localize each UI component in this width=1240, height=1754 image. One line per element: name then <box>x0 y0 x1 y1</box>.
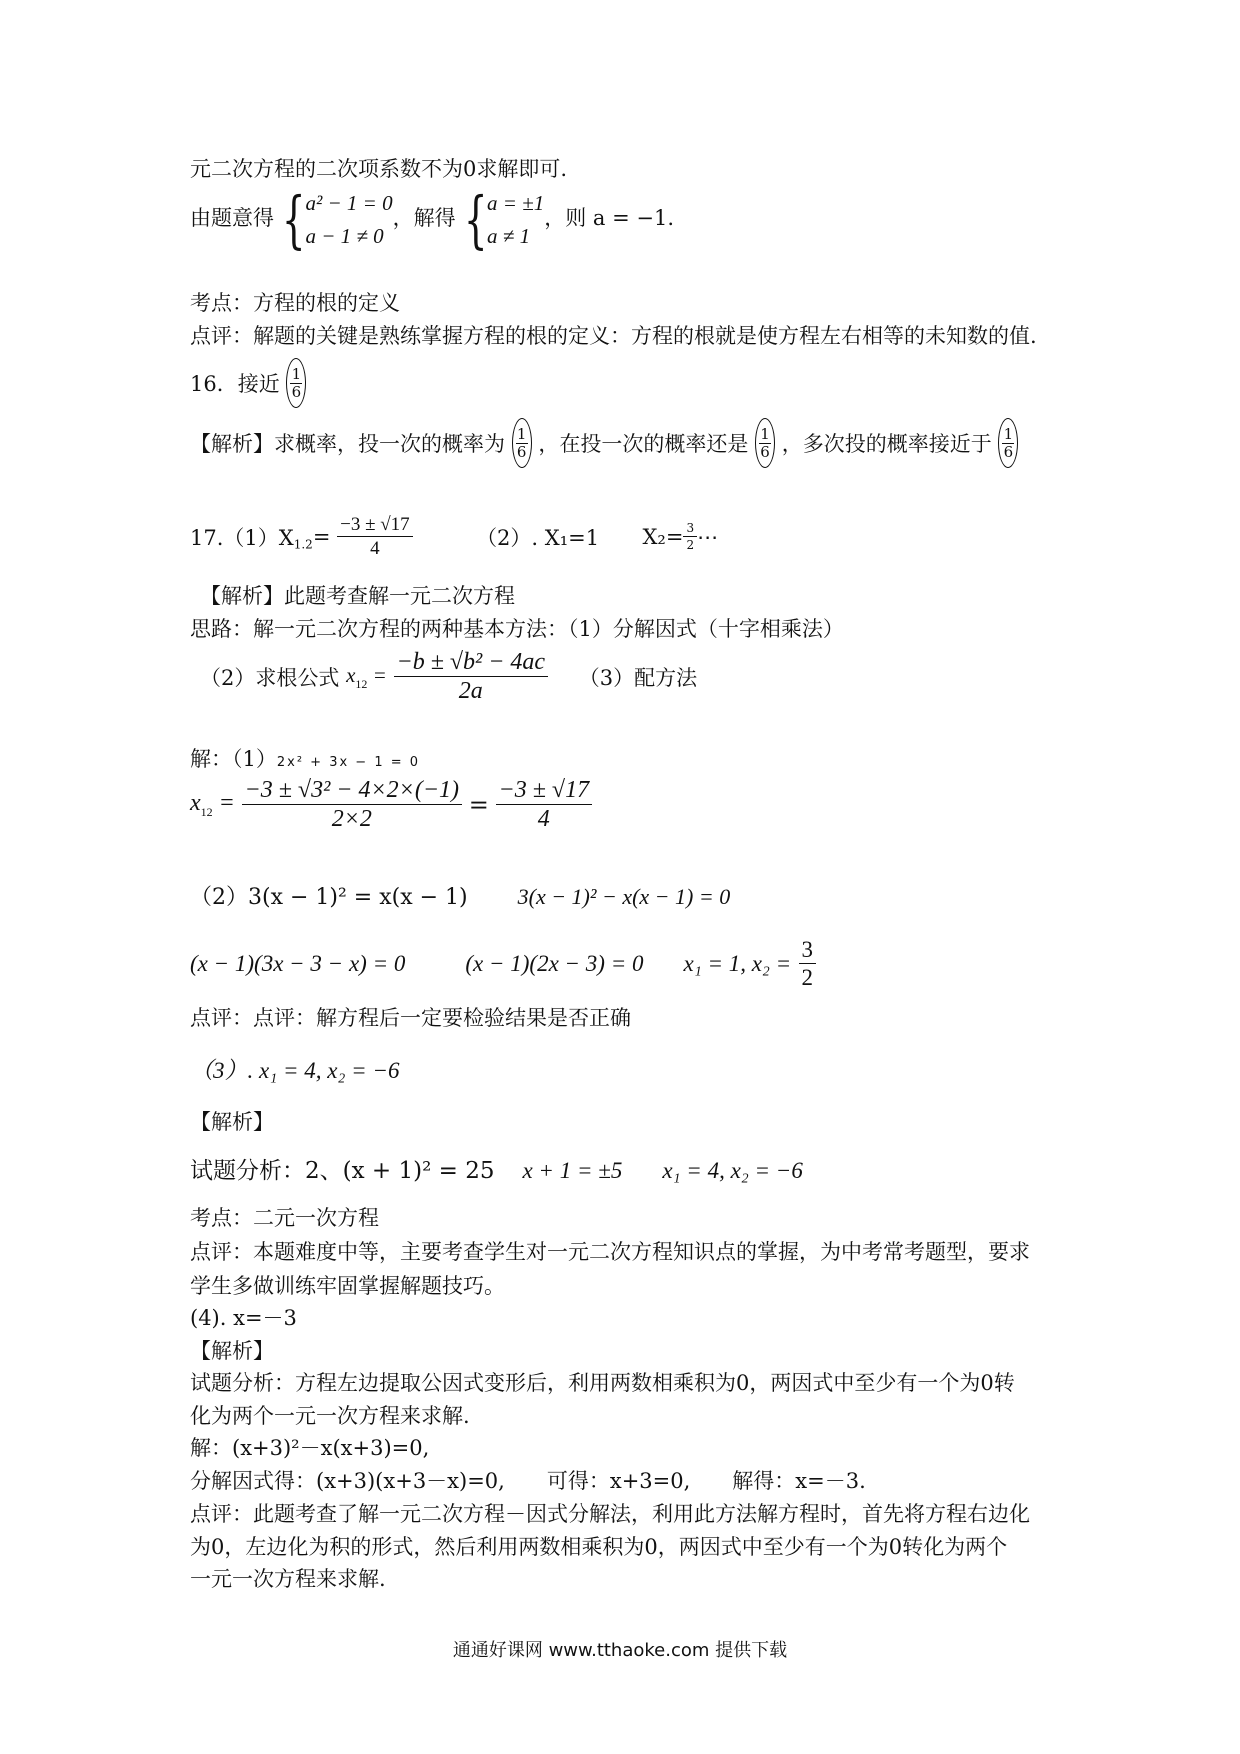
equation-system-2: a = ±1 a ≠ 1 <box>487 191 545 248</box>
text-line: 元二次方程的二次项系数不为0求解即可. <box>190 157 568 181</box>
text-line: 考点：二元一次方程 <box>190 1206 379 1230</box>
text-line: 考点：方程的根的定义 <box>190 291 400 315</box>
text-line: 学生多做训练牢固掌握解题技巧。 <box>190 1274 505 1298</box>
fraction: $\frac{\text{−3 ± √3² − 4×2×(−1)}}{2\times 2}$ <box>242 778 463 832</box>
quadratic-formula-line: （2）求根公式 $x_{12}$ = $\frac{\text{−b ± √b² − 4ac}}{2a}$ （3）配方法 <box>200 649 698 705</box>
text-line: 点评：解题的关键是熟练掌握方程的根的定义：方程的根就是使方程左右相等的未知数的值. <box>190 324 1037 348</box>
text-line: 一元一次方程来求解. <box>190 1567 386 1591</box>
text-line: 点评：此题考查了解一元二次方程－因式分解法，利用此方法解方程时，首先将方程右边化 <box>190 1502 1030 1526</box>
answer-17: $17.(1)X_{1.2}=$ $\frac{-3 \pm √17}{4}$ （2）. X₁=1 X₂= $\frac{3}{2}$ ⋯ <box>190 514 719 559</box>
equation-system-1: a² − 1 = 0 a − 1 ≠ 0 <box>305 191 393 248</box>
fraction: $\frac{-3 \pm √17}{4}$ <box>337 515 413 559</box>
text: ，则 a = −1. <box>544 206 675 231</box>
answer-4: (4). x=－3 <box>190 1306 297 1330</box>
text-line: 【解析】 <box>190 1339 274 1363</box>
circled-fraction: $\frac{1}{6}$ <box>286 358 306 408</box>
text-line: 分解因式得：(x+3)(x+3－x)=0, 可得：x+3=0, 解得：x=－3. <box>190 1469 866 1493</box>
solution-1-label: 解：（1）2x² + 3x − 1 = 0 <box>190 747 421 771</box>
solution-2-factor: (x − 1)(3x − 3 − x) = 0 (x − 1)(2x − 3) = 0 x₁ = 1, x₂ = $\frac{3}{2}$ <box>190 938 816 990</box>
text-line: 【解析】此题考查解一元二次方程 <box>200 584 515 608</box>
text-line: 点评：点评：解方程后一定要检验结果是否正确 <box>190 1006 631 1030</box>
text-line: 为0，左边化为积的形式，然后利用两数相乘积为0，两因式中至少有一个为0转化为两个 <box>190 1535 1008 1559</box>
text-line: 解：(x+3)²－x(x+3)=0, <box>190 1436 430 1460</box>
system-equation-line: 由题意得 { a² − 1 = 0 a − 1 ≠ 0 ，解得 { a = ±1 a ≠ 1 ，则 a = −1. <box>190 182 675 256</box>
page-footer: 通通好课网 www.tthaoke.com 提供下载 <box>452 1640 788 1661</box>
analysis-3: 试题分析：2、(x + 1)² = 25 x + 1 = ±5 x₁ = 4, x₂ = −6 <box>190 1158 803 1184</box>
text: 由题意得 <box>190 206 274 231</box>
solution-2-line: （2）3(x − 1)² = x(x − 1) 3(x − 1)² − x(x − 1) = 0 <box>190 884 731 910</box>
text: ，解得 <box>392 206 456 231</box>
fraction: $\frac{3}{2}$ <box>799 938 817 990</box>
text-line: 点评：本题难度中等，主要考查学生对一元二次方程知识点的掌握，为中考常考题型，要求 <box>190 1240 1030 1264</box>
quadratic-formula: $\frac{\text{−b ± √b² − 4ac}}{2a}$ <box>394 650 549 704</box>
analysis-16: 【解析】求概率，投一次的概率为 $\frac{1}{6}$ ，在投一次的概率还是 $\frac{1}{6}$ ，多次投的概率接近于 $\frac{1}{6}$ <box>190 418 1018 468</box>
text-line: 【解析】 <box>190 1110 274 1134</box>
circled-fraction: $\frac{1}{6}$ <box>755 418 775 468</box>
circled-fraction: $\frac{1}{6}$ <box>998 418 1018 468</box>
answer-3: （3）. x₁ = 4, x₂ = −6 <box>190 1058 400 1083</box>
text-line: 思路：解一元二次方程的两种基本方法：（1）分解因式（十字相乘法） <box>190 617 844 641</box>
answer-16: 16．接近 $\frac{1}{6}$ <box>190 358 306 408</box>
fraction: $\frac{-3 \pm √17}{4}$ <box>496 778 593 832</box>
fraction: $\frac{3}{2}$ <box>683 522 697 551</box>
solution-1-formula: $x_{12}$ = $\frac{\text{−3 ± √3² − 4×2×(−1)}}{2\times 2}$ = $\frac{-3 \pm √17}{4}$ <box>190 778 592 832</box>
circled-fraction: $\frac{1}{6}$ <box>512 418 532 468</box>
text-line: 试题分析：方程左边提取公因式变形后，利用两数相乘积为0，两因式中至少有一个为0转 <box>190 1371 1015 1395</box>
text-line: 化为两个一元一次方程来求解. <box>190 1404 470 1428</box>
